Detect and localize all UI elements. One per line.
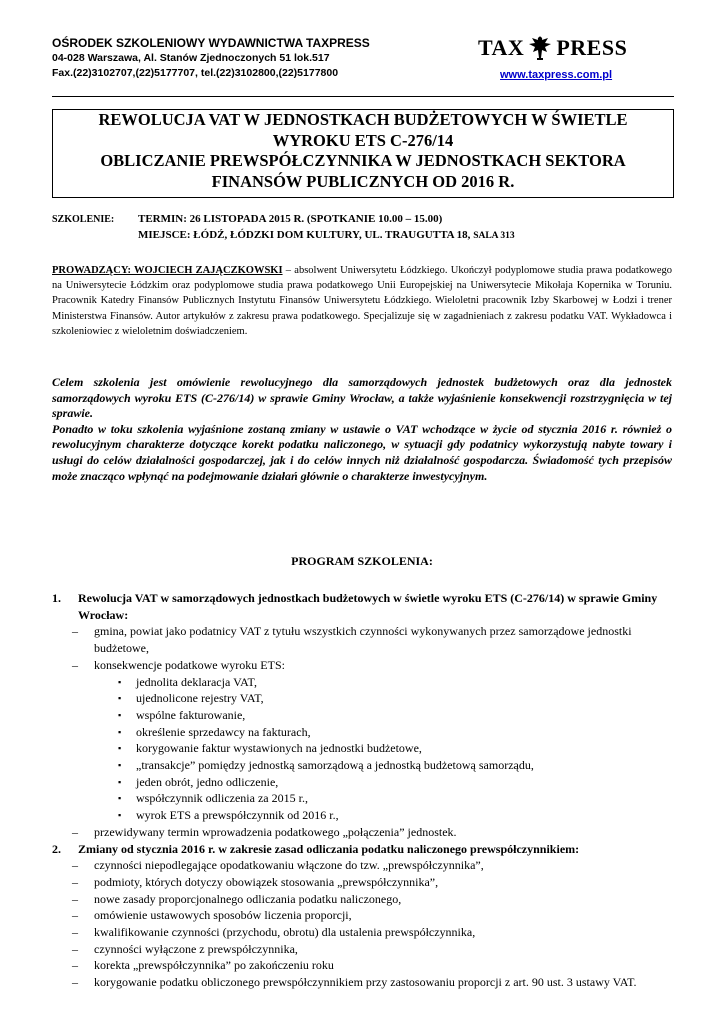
bullet-item bbox=[52, 774, 672, 791]
list-item bbox=[52, 974, 672, 991]
dash-marker: – bbox=[72, 925, 78, 940]
bullet-item bbox=[52, 740, 672, 757]
dash-marker: – bbox=[72, 657, 78, 672]
taxpress-logo bbox=[478, 33, 648, 63]
organization-name: OŚRODEK SZKOLENIOWY WYDAWNICTWA TAXPRESS bbox=[52, 36, 370, 50]
bullet-item-text: współczynnik odliczenia za 2015 r., bbox=[136, 791, 308, 806]
list-item bbox=[52, 957, 672, 974]
document-title-box bbox=[52, 109, 674, 198]
bullet-item-text: określenie sprzedawcy na fakturach, bbox=[136, 724, 311, 739]
section-title: Zmiany od stycznia 2016 r. w zakresie zasad odliczania podatku naliczonego prewspółczynnikiem: bbox=[78, 841, 580, 856]
intro-paragraph-2: Ponadto w toku szkolenia wyjaśnione zostaną zmiany w ustawie o VAT wchodzące w życie od stycznia 2016 r. również o rewolucyjnym charakterze dotyczące korekt podatku naliczonego, w sytuacji gdy podatnicy wykorzystują nabyte towary i usługi do celów działalności gospodarczej, jak i do celów innych niż działalność gospodarcza. Świadomość tych przepisów może znacząco wpłynąć na podejmowanie działań głównie o charakterze inwestycyjnym. bbox=[52, 421, 672, 483]
list-item-text: kwalifikowanie czynności (przychodu, obrotu) dla ustalenia prewspółczynnika, bbox=[94, 925, 476, 940]
training-room: SALA 313 bbox=[473, 231, 515, 241]
bullet-item-text: korygowanie faktur wystawionych na jednostki budżetowe, bbox=[136, 741, 422, 756]
square-bullet-icon: ▪ bbox=[118, 760, 122, 771]
dash-marker: – bbox=[72, 624, 78, 639]
list-item-text: czynności niepodlegające opodatkowaniu włączone do tzw. „prewspółczynnika”, bbox=[94, 858, 484, 873]
square-bullet-icon: ▪ bbox=[118, 726, 122, 737]
square-bullet-icon: ▪ bbox=[118, 693, 122, 704]
list-item-text: podmioty, których dotyczy obowiązek stosowania „prewspółczynnika”, bbox=[94, 874, 439, 889]
bullet-item bbox=[52, 707, 672, 724]
dash-marker: – bbox=[72, 858, 78, 873]
bullet-item bbox=[52, 790, 672, 807]
organization-header bbox=[52, 36, 442, 81]
dash-marker: – bbox=[72, 975, 78, 990]
list-item-text: omówienie ustawowych sposobów liczenia proporcji, bbox=[94, 908, 352, 923]
section-number: 2. bbox=[52, 841, 61, 856]
list-item-text: czynności wyłączone z prewspółczynnika, bbox=[94, 941, 298, 956]
square-bullet-icon: ▪ bbox=[118, 810, 122, 821]
list-item-text: przewidywany termin wprowadzenia podatkowego „połączenia” jednostek. bbox=[94, 824, 457, 839]
bullet-item-text: „transakcje” pomiędzy jednostką samorządową a jednostką budżetową samorządu, bbox=[136, 758, 534, 773]
bullet-item bbox=[52, 674, 672, 691]
list-item bbox=[52, 657, 672, 674]
training-place: MIEJSCE: ŁÓDŹ, ŁÓDZKI DOM KULTURY, UL. TRAUGUTTA 18, bbox=[138, 229, 471, 241]
training-place-row bbox=[138, 228, 515, 244]
program-section-1 bbox=[52, 590, 672, 623]
square-bullet-icon: ▪ bbox=[118, 793, 122, 804]
organization-address: 04-028 Warszawa, Al. Stanów Zjednoczonych 51 lok.517 bbox=[52, 52, 330, 64]
list-item-text: nowe zasady proporcjonalnego odliczania podatku naliczonego, bbox=[94, 891, 402, 906]
list-item-text: korekta „prewspółczynnika” po zakończeniu roku bbox=[94, 958, 334, 973]
dash-marker: – bbox=[72, 824, 78, 839]
program-heading: PROGRAM SZKOLENIA: bbox=[291, 554, 433, 568]
title-line-2: WYROKU ETS C-276/14 bbox=[272, 130, 454, 150]
organization-phones: Fax.(22)3102707,(22)5177707, tel.(22)3102800,(22)5177800 bbox=[52, 67, 339, 79]
title-line-4: FINANSÓW PUBLICZNYCH OD 2016 R. bbox=[211, 171, 515, 191]
trainer-name: PROWADZĄCY: WOJCIECH ZAJĄCZKOWSKI bbox=[52, 265, 283, 276]
bullet-item-text: ujednolicone rejestry VAT, bbox=[136, 691, 264, 706]
training-label: SZKOLENIE: bbox=[52, 214, 115, 225]
title-line-3: OBLICZANIE PREWSPÓŁCZYNNIKA W JEDNOSTKACH SEKTORA bbox=[100, 151, 626, 170]
list-item-text: konsekwencje podatkowe wyroku ETS: bbox=[94, 657, 285, 672]
bullet-item bbox=[52, 757, 672, 774]
trainer-bio bbox=[52, 263, 672, 339]
program-section-2 bbox=[52, 841, 672, 858]
bullet-item bbox=[52, 724, 672, 741]
list-item-text: gmina, powiat jako podatnicy VAT z tytułu wszystkich czynności wykonywanych przez samorządowe jednostki budżetowe, bbox=[94, 624, 632, 656]
website-link[interactable]: www.taxpress.com.pl bbox=[500, 69, 613, 81]
dash-marker: – bbox=[72, 941, 78, 956]
training-term: TERMIN: 26 LISTOPADA 2015 R. (SPOTKANIE 10.00 – 15.00) bbox=[138, 213, 443, 225]
intro-paragraph-1: Celem szkolenia jest omówienie rewolucyjnego dla samorządowych jednostek budżetowych oraz dla jednostek samorządowych wyroku ETS (C-276/14) w sprawie Gminy Wrocław, a także wyjaśnienie konsekwencji rozstrzygnięcia w tej sprawie. bbox=[52, 375, 672, 421]
training-intro bbox=[52, 375, 672, 484]
program-list bbox=[52, 590, 672, 991]
eagle-emblem-icon bbox=[528, 34, 552, 62]
dash-marker: – bbox=[72, 908, 78, 923]
dash-marker: – bbox=[72, 874, 78, 889]
list-item bbox=[52, 857, 672, 874]
bullet-item-text: jednolita deklaracja VAT, bbox=[136, 674, 257, 689]
list-item bbox=[52, 824, 672, 841]
bullet-item bbox=[52, 690, 672, 707]
list-item bbox=[52, 941, 672, 958]
bullet-item bbox=[52, 807, 672, 824]
square-bullet-icon: ▪ bbox=[118, 743, 122, 754]
list-item bbox=[52, 623, 672, 656]
list-item bbox=[52, 924, 672, 941]
logo-text-right: PRESS bbox=[556, 35, 628, 60]
dash-marker: – bbox=[72, 891, 78, 906]
list-item bbox=[52, 874, 672, 891]
bullet-item-text: wyrok ETS a prewspółczynnik od 2016 r., bbox=[136, 808, 339, 823]
trainer-description: – absolwent Uniwersytetu Łódzkiego. Ukończył podyplomowe studia prawa podatkowego na Uniwersytecie Łódzkim oraz podyplomowe studia prawa podatkowego Unii Europejskiej na Uniwersytecie Mikołaja Kopernika w Toruniu. Pracownik Katedry Finansów Publicznych Instytutu Finansów Uniwersytetu Łódzkiego. Wieloletni pracownik Izby Skarbowej w Łodzi i trener Ministerstwa Finansów. Autor artykułów z zakresu prawa podatkowego. Specjalizuje się w zagadnieniach z zakresu podatku VAT. Wykładowca i szkoleniowiec z wieloletnim doświadczeniem. bbox=[52, 265, 672, 337]
square-bullet-icon: ▪ bbox=[118, 676, 122, 687]
title-line-1: REWOLUCJA VAT W JEDNOSTKACH BUDŻETOWYCH W ŚWIETLE bbox=[98, 110, 628, 129]
list-item-text: korygowanie podatku obliczonego prewspółczynnikiem przy zastosowaniu proporcji z art. 90 ust. 3 ustawy VAT. bbox=[94, 975, 637, 990]
bullet-item-text: wspólne fakturowanie, bbox=[136, 707, 246, 722]
list-item bbox=[52, 907, 672, 924]
square-bullet-icon: ▪ bbox=[118, 709, 122, 720]
list-item bbox=[52, 891, 672, 908]
square-bullet-icon: ▪ bbox=[118, 776, 122, 787]
logo-text-left: TAX bbox=[478, 35, 525, 60]
bullet-item-text: jeden obrót, jedno odliczenie, bbox=[136, 774, 279, 789]
section-number: 1. bbox=[52, 591, 61, 605]
section-title: Rewolucja VAT w samorządowych jednostkach budżetowych w świetle wyroku ETS (C-276/14) w sprawie Gminy Wrocław: bbox=[78, 591, 658, 622]
header-divider bbox=[52, 96, 674, 97]
dash-marker: – bbox=[72, 958, 78, 973]
